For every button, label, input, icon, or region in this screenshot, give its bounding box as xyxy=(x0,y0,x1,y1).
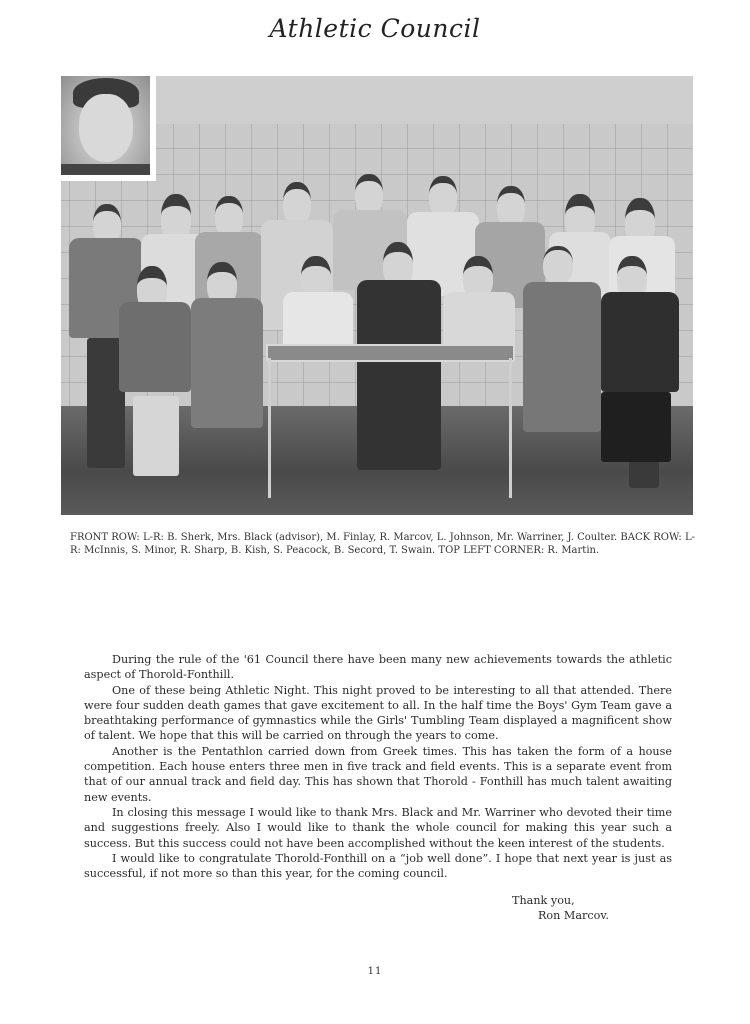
inset-portrait-photo xyxy=(61,76,150,175)
inset-portrait xyxy=(61,76,156,181)
table-leg xyxy=(268,358,271,498)
article-paragraph: In closing this message I would like to thank Mrs. Black and Mr. Warriner who devoted their time and suggestions freely. Also I would like to thank the whole council for making this year such a success. But this success could not have been accomplished without the keen interest of the students. xyxy=(84,805,672,850)
page-number: 11 xyxy=(367,966,383,977)
page-title: Athletic Council xyxy=(269,14,481,43)
article-paragraph: During the rule of the '61 Council there have been many new achievements towards the athletic aspect of Thorold-Fonthill. xyxy=(84,653,672,682)
article-paragraph: One of these being Athletic Night. This night proved to be interesting to all that attended. There were four sudden death games that gave excitement to all. In the half time the Boys' Gym Team gave a breathtaking performance of gymnastics while the Girls' Tumbling Team displayed a magnificent show of talent. We hope that this will be carried on through the years to come. xyxy=(84,683,672,743)
signature: Ron Marcov. xyxy=(538,909,609,922)
table-leg xyxy=(509,358,512,498)
article-paragraph: I would like to congratulate Thorold-Fonthill on a “job well done”. I hope that next year is just as successful, if not more so than this year, for the coming council. xyxy=(84,851,672,881)
closing-line: Thank you, xyxy=(512,894,575,907)
photo-caption: FRONT ROW: L-R: B. Sherk, Mrs. Black (advisor), M. Finlay, R. Marcov, L. Johnson, Mr. Warriner, J. Coulter. BACK ROW: L-R: McInnis, S. Minor, R. Sharp, B. Kish, S. Peacock, B. Secord, T. Swain. TOP LEFT CORNER: R. Martin. xyxy=(70,532,695,556)
table xyxy=(266,344,515,362)
article-body xyxy=(84,652,672,881)
article-paragraph: Another is the Pentathlon carried down from Greek times. This has taken the form of a house competition. Each house enters three men in five track and field events. This is a separate event from that of our annual track and field day. This has shown that Thorold - Fonthill has much talent awaiting new events. xyxy=(84,744,672,804)
